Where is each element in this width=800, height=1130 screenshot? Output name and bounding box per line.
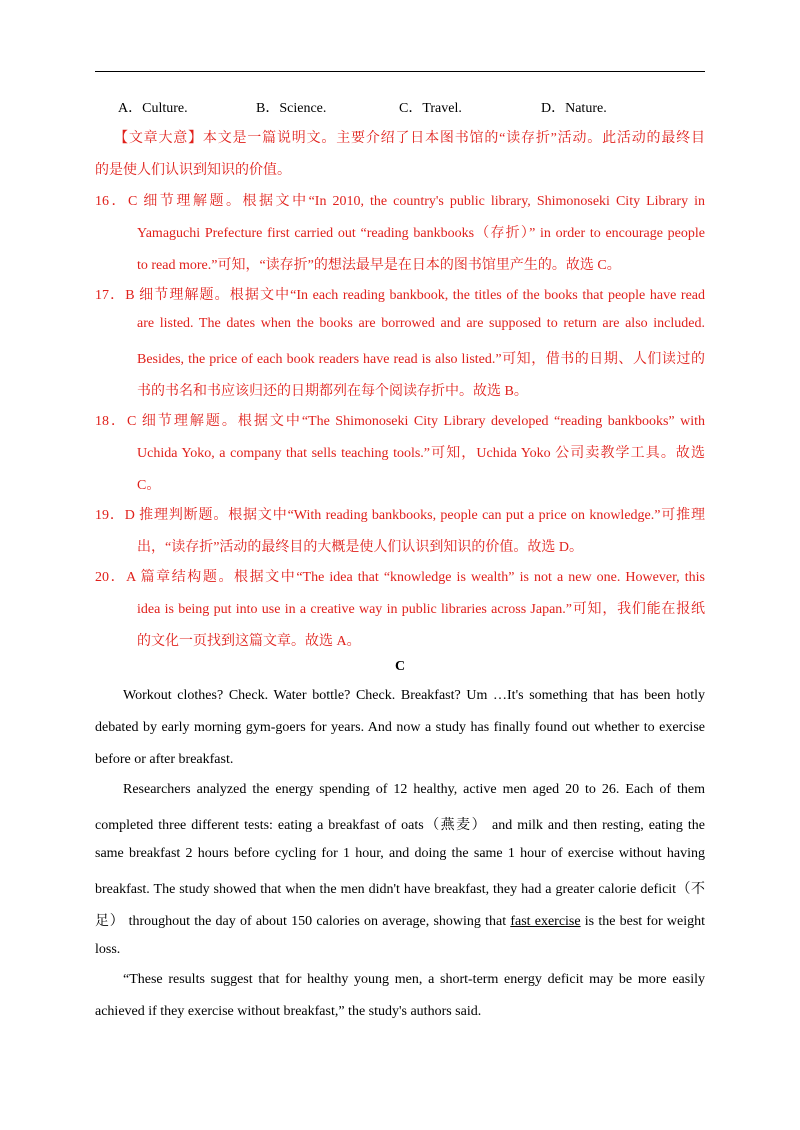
answer-line: 书的书名和书应该归还的日期都列在每个阅读存折中。故选 B。 — [137, 384, 528, 399]
line-text: is the best for weight — [580, 914, 706, 929]
header-rule — [95, 71, 705, 72]
paragraph-line: Workout clothes? Check. Water bottle? Check. Breakfast? Um …It's something that has been hotly — [123, 688, 705, 703]
answer-line: 17．B 细节理解题。根据文中“In each reading bankbook, the titles of the books that people have read — [95, 288, 705, 303]
paragraph-line — [95, 910, 705, 930]
paragraph-line: same breakfast 2 hours before cycling for 1 hour, and doing the same 1 hour of exercise without having — [95, 846, 705, 861]
answer-line: 18．C 细节理解题。根据文中“The Shimonoseki City Library developed “reading bankbooks” with — [95, 414, 705, 429]
answer-line: are listed. The dates when the books are borrowed and are supposed to return are also included. — [137, 316, 705, 331]
section-title: C — [394, 659, 406, 674]
paragraph-line: loss. — [95, 942, 121, 957]
answer-line: 20．A 篇章结构题。根据文中“The idea that “knowledge is wealth” is not a new one. However, this — [95, 570, 705, 585]
paragraph-line: completed three different tests: eating a breakfast of oats（燕麦） and milk and then resting, eating the — [95, 818, 705, 833]
answer-line: idea is being put into use in a creative way in public libraries across Japan.”可知，我们能在报纸 — [137, 602, 705, 617]
paragraph-line: achieved if they exercise without breakfast,” the study's authors said. — [95, 1004, 482, 1019]
paragraph-line: breakfast. The study showed that when the men didn't have breakfast, they had a greater calorie deficit（不 — [95, 882, 705, 897]
answer-line: 19．D 推理判断题。根据文中“With reading bankbooks, people can put a price on knowledge.”可推理 — [95, 508, 705, 523]
answer-line: 出，“读存折”活动的最终目的大概是使人们认识到知识的价值。故选 D。 — [137, 540, 584, 555]
option-a: A．Culture. — [118, 101, 188, 116]
option-c: C．Travel. — [399, 101, 462, 116]
answer-line: Yamaguchi Prefecture first carried out “reading bankbooks（存折）” in order to encourage people — [137, 226, 705, 241]
answer-line: C。 — [137, 478, 161, 493]
answer-line: 的文化一页找到这篇文章。故选 A。 — [137, 634, 361, 649]
option-d: D．Nature. — [541, 101, 607, 116]
option-b: B．Science. — [256, 101, 327, 116]
answer-line: to read more.”可知，“读存折”的想法最早是在日本的图书馆里产生的。故选 C。 — [137, 258, 621, 273]
paragraph-line: before or after breakfast. — [95, 752, 234, 767]
answer-line: 16．C 细节理解题。根据文中“In 2010, the country's public library, Shimonoseki City Library in — [95, 194, 705, 209]
line-text: 足） throughout the day of about 150 calories on average, showing that — [95, 914, 511, 929]
summary-line: 的是使人们认识到知识的价值。 — [95, 163, 291, 178]
answer-line: Besides, the price of each book readers have read is also listed.”可知，借书的日期、人们读过的 — [137, 352, 705, 367]
underlined-blank: fast exercise — [510, 914, 581, 929]
summary-line: 【文章大意】本文是一篇说明文。主要介绍了日本图书馆的“读存折”活动。此活动的最终目 — [114, 131, 705, 146]
paragraph-line: “These results suggest that for healthy young men, a short-term energy deficit may be more easily — [123, 972, 705, 987]
answer-line: Uchida Yoko, a company that sells teaching tools.”可知，Uchida Yoko 公司卖教学工具。故选 — [137, 446, 705, 461]
paragraph-line: Researchers analyzed the energy spending of 12 healthy, active men aged 20 to 26. Each of them — [123, 782, 705, 797]
paragraph-line: debated by early morning gym-goers for years. And now a study has finally found out whether to exercise — [95, 720, 705, 735]
